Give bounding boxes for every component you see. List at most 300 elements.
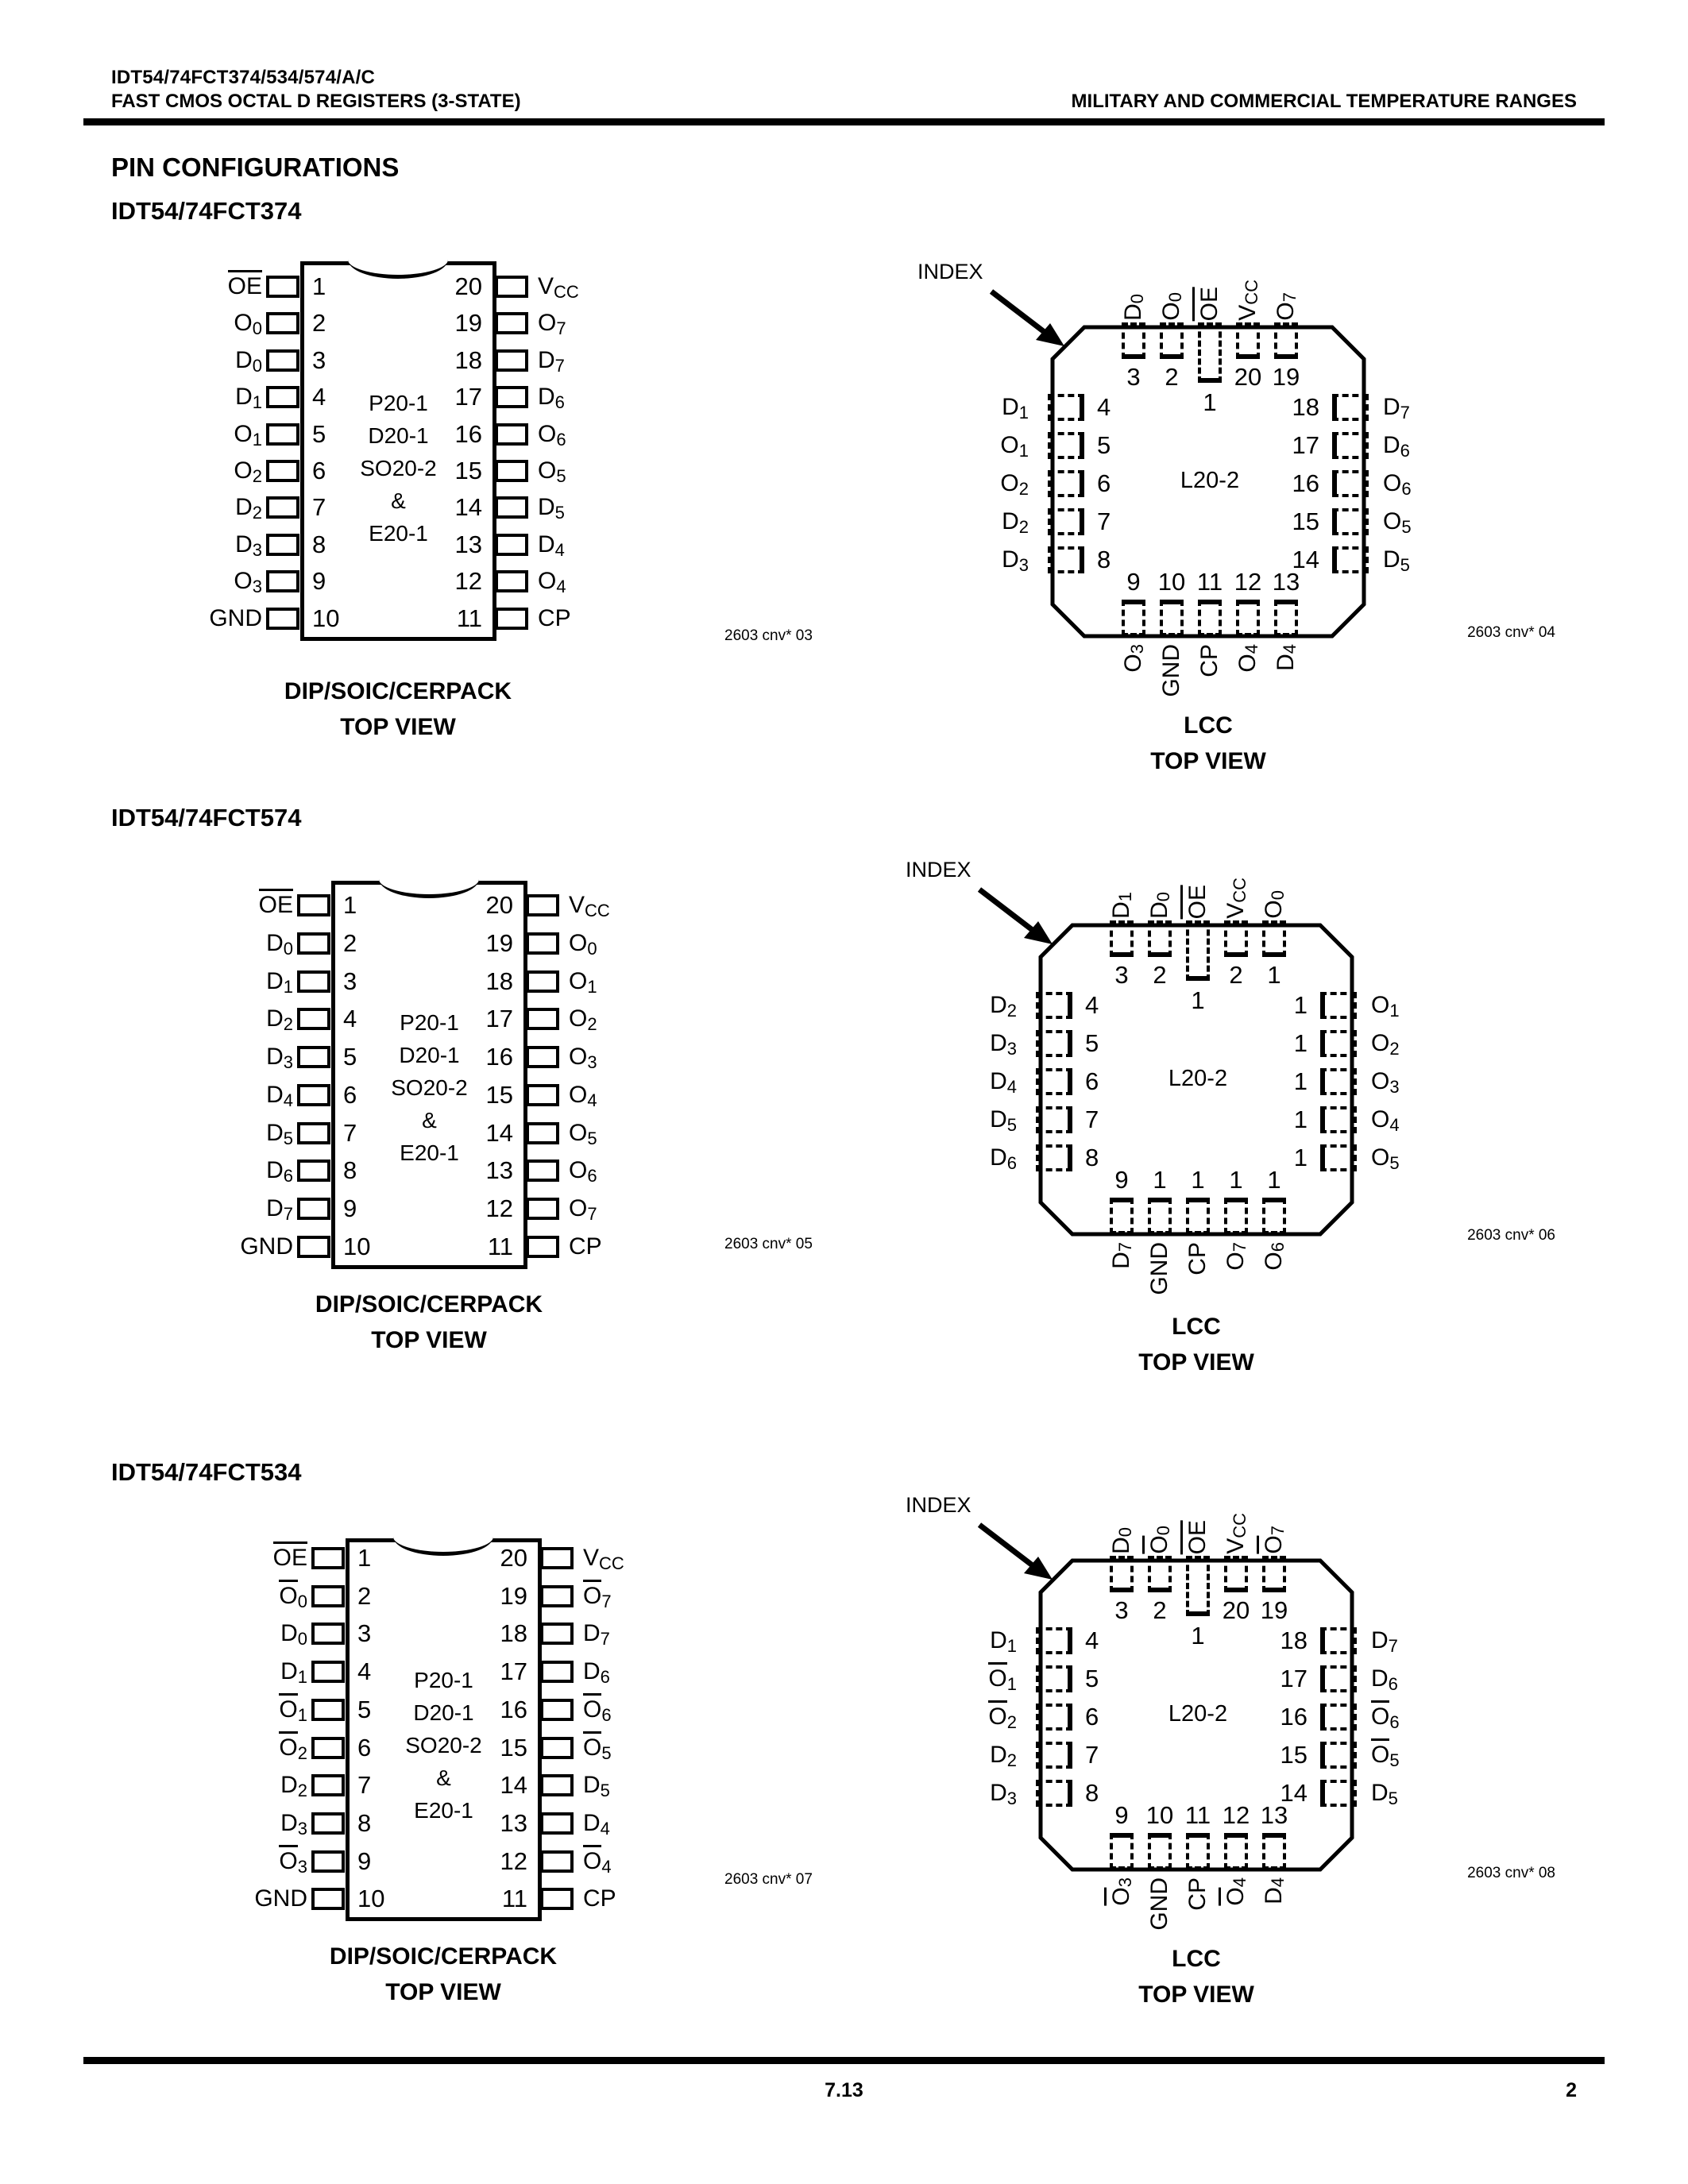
lcc-pin-right: [1320, 1030, 1357, 1057]
pin-lead: [526, 1122, 559, 1144]
pin-label-cell: [538, 567, 686, 596]
pin-number: 8: [1097, 546, 1111, 573]
lcc-pin-right: [1320, 1780, 1357, 1807]
section-heading: IDT54/74FCT574: [111, 804, 302, 832]
pin-label-cell: [1261, 890, 1288, 919]
pin-number: 3: [312, 345, 326, 374]
caption-line: TOP VIEW: [371, 1327, 487, 1353]
pin-number: 2: [1153, 961, 1167, 989]
pin-number: 9: [1126, 568, 1141, 596]
pin-label-cell: [538, 346, 686, 375]
lcc-pin-right: [1332, 546, 1369, 573]
lcc-pin-bottom: [1262, 1833, 1286, 1870]
pin-number: 6: [1085, 1703, 1099, 1731]
pin-label-cell: [160, 929, 293, 958]
pin-lead: [297, 1160, 330, 1182]
caption-line: LCC: [1172, 1314, 1221, 1340]
lcc-pin-bottom: [1236, 600, 1260, 636]
lcc-pin-top: [1224, 920, 1248, 957]
lcc-pin-right: [1320, 1627, 1357, 1654]
pin-label: $D_1$: [990, 1627, 1017, 1656]
pin-label-cell: [175, 1847, 307, 1876]
pin-lead: [540, 1774, 574, 1796]
lcc-pin-left: [1036, 1780, 1072, 1807]
pin-label-cell: [1371, 1741, 1498, 1769]
pin-label: $O_5$: [1371, 1742, 1400, 1768]
pin-label: $V_{CC}$: [1223, 878, 1250, 919]
pin-label-cell: [129, 604, 262, 633]
pin-label-cell: [1184, 1520, 1211, 1554]
pin-lead: [526, 1008, 559, 1030]
pin-label-cell: [160, 891, 293, 920]
pin-label-cell: [583, 1885, 731, 1913]
pin-label: $O_4$: [1223, 1877, 1249, 1906]
pin-label-cell: [175, 1696, 307, 1724]
pin-label: $D_0$: [235, 346, 262, 376]
pin-lead: [311, 1737, 345, 1759]
pin-label: $O_0$: [279, 1583, 307, 1609]
index-arrow-icon: [979, 1525, 1033, 1566]
pin-number: 7: [1085, 1106, 1099, 1133]
pin-label: $O_1$: [569, 967, 597, 997]
pin-label: OE: [1180, 1520, 1211, 1554]
pin-label-cell: [569, 891, 717, 920]
pin-number: 15: [1292, 507, 1319, 535]
pin-label: $O_6$: [1261, 1242, 1288, 1271]
pin-number: 19: [1260, 1596, 1288, 1624]
pin-number: 8: [1085, 1779, 1099, 1807]
lcc-pin-right: [1320, 1068, 1357, 1095]
drawing-number: 2603 cnv* 03: [724, 627, 813, 644]
pin-number: 8: [343, 1156, 357, 1185]
pin-lead: [266, 534, 299, 556]
pin-label-cell: [1184, 1877, 1211, 1911]
lcc-pin-left: [1036, 1144, 1072, 1171]
pin-lead: [540, 1888, 574, 1910]
pin-number: 6: [1097, 469, 1111, 497]
pin-label-cell: [569, 1119, 717, 1148]
pin-label: $O_3$: [1371, 1068, 1400, 1097]
pin-label-cell: [1371, 1626, 1498, 1655]
pin-label: $D_3$: [990, 1030, 1017, 1059]
lcc-pin-top: [1274, 322, 1298, 359]
pin-label-cell: [882, 1029, 1017, 1058]
pin-number: 9: [1114, 1801, 1129, 1829]
pin-number: 12: [1234, 568, 1262, 596]
caption-line: DIP/SOIC/CERPACK: [315, 1291, 543, 1318]
pin-number: 11: [487, 1232, 513, 1260]
pin-label-cell: [175, 1657, 307, 1686]
lcc-pin-top: [1122, 322, 1145, 359]
header-product: IDT54/74FCT374/534/574/A/C: [111, 67, 376, 88]
lcc-pin-bottom: [1224, 1198, 1248, 1234]
pin-label: $D_6$: [538, 384, 565, 413]
pin-label-cell: [1223, 1513, 1250, 1554]
pin-label-cell: [129, 493, 262, 522]
pin-number: 4: [312, 383, 326, 411]
pin-lead: [495, 534, 528, 556]
pin-lead: [297, 1122, 330, 1144]
pin-label: $O_5$: [1371, 1144, 1400, 1173]
pin-label-cell: [569, 967, 717, 996]
pin-number: 19: [454, 309, 482, 338]
package-code-line: D20-1: [368, 423, 429, 448]
pin-label: $D_5$: [266, 1119, 293, 1148]
pin-number: 20: [485, 891, 513, 919]
pin-number: 20: [500, 1544, 527, 1572]
pin-lead: [526, 932, 559, 955]
pin-label-cell: [160, 1119, 293, 1148]
pin-label: $D_5$: [1371, 1780, 1398, 1808]
pin-lead: [297, 894, 330, 916]
pin-label-cell: [569, 1194, 717, 1223]
pin-label: $D_7$: [1383, 394, 1410, 423]
pin-label-cell: [1120, 294, 1147, 321]
pin-number: 1: [1191, 986, 1205, 1014]
pin-number: 16: [1280, 1703, 1308, 1731]
pin-label-cell: [1146, 1526, 1173, 1554]
pin-label: $D_3$: [990, 1780, 1017, 1808]
pin-label-cell: [538, 272, 686, 301]
lcc-pin-left: [1036, 1030, 1072, 1057]
pin-number: 2: [1153, 1596, 1167, 1624]
pin-lead: [266, 276, 299, 298]
pin-label: $O_0$: [569, 929, 597, 959]
diagram-caption: [1029, 1941, 1363, 2012]
pin-number: 3: [1114, 1596, 1129, 1624]
pin-number: 2: [343, 928, 357, 957]
pin-label: $O_4$: [538, 568, 566, 597]
pin-number: 7: [312, 493, 326, 522]
pin-label: $O_6$: [569, 1157, 597, 1187]
pin-label: $D_6$: [266, 1157, 293, 1187]
package-code-line: P20-1: [369, 391, 428, 415]
pin-label: $V_{CC}$: [1223, 1513, 1250, 1554]
pin-number: 7: [343, 1118, 357, 1147]
pin-label: $D_2$: [280, 1772, 307, 1801]
pin-label-cell: [538, 493, 686, 522]
pin-label: $D_1$: [266, 967, 293, 997]
pin-number: 1: [1191, 1622, 1205, 1650]
pin-label: $O_7$: [583, 1583, 612, 1609]
pin-label: $O_6$: [583, 1696, 612, 1723]
pin-label-cell: [569, 1081, 717, 1109]
pin-number: 10: [1157, 568, 1186, 596]
drawing-number: 2603 cnv* 07: [724, 1871, 813, 1888]
pin-lead: [526, 1198, 559, 1220]
pin-number: 20: [1234, 363, 1262, 391]
pin-lead: [266, 496, 299, 519]
lcc-pin-right: [1320, 1742, 1357, 1769]
pin-label: $O_3$: [234, 568, 262, 597]
header-subtitle: FAST CMOS OCTAL D REGISTERS (3-STATE): [111, 91, 521, 112]
pin-lead: [540, 1585, 574, 1607]
pin-number: 3: [1126, 363, 1141, 391]
pin-label-cell: [1146, 892, 1173, 919]
pin-label: $O_3$: [1108, 1877, 1134, 1906]
pin-number: 13: [1272, 568, 1300, 596]
pin-label-cell: [583, 1734, 731, 1762]
lcc-pin-left: [1048, 470, 1084, 497]
pin-lead: [495, 276, 528, 298]
pin-number: 12: [500, 1846, 527, 1875]
drawing-number: 2603 cnv* 04: [1467, 624, 1555, 641]
pin-lead: [526, 1084, 559, 1106]
pin-number: 6: [312, 457, 326, 484]
lcc-pin-top: [1262, 1556, 1286, 1592]
lcc-pin-top: [1262, 920, 1286, 957]
lcc-package: [862, 848, 1418, 1341]
pin-label: OE: [259, 889, 293, 918]
lcc-pin-left: [1048, 508, 1084, 535]
pin-label: $D_5$: [583, 1772, 610, 1801]
pin-label: $D_7$: [1108, 1242, 1135, 1269]
pin-number: 15: [454, 457, 482, 484]
pin-number: 11: [1184, 1801, 1211, 1829]
pin-label-cell: [175, 1734, 307, 1762]
pin-label-cell: [1158, 292, 1185, 321]
pin-label-cell: [1108, 1527, 1135, 1554]
pin-lead: [540, 1812, 574, 1835]
pin-label-cell: [1108, 1242, 1135, 1269]
lcc-pin-top: [1110, 1556, 1134, 1592]
pin-label-cell: [882, 1067, 1017, 1096]
pin-number: 11: [1196, 568, 1223, 596]
package-code-line: SO20-2: [391, 1075, 468, 1100]
pin-label-cell: [538, 531, 686, 559]
pin-lead: [266, 423, 299, 446]
pin-number: 14: [1280, 1779, 1308, 1807]
package-code-line: &: [391, 488, 406, 513]
pin-label-cell: [894, 393, 1029, 422]
pin-lead: [495, 496, 528, 519]
pin-number: 1: [1293, 1144, 1308, 1171]
section-heading: IDT54/74FCT534: [111, 1458, 302, 1486]
pin-label-cell: [569, 1156, 717, 1185]
pin-label: $D_6$: [583, 1658, 610, 1688]
pin-number: 17: [500, 1657, 527, 1686]
pin-label-cell: [1371, 1779, 1498, 1808]
pin-label-cell: [1383, 546, 1510, 574]
pin-label-cell: [1273, 292, 1300, 321]
pin-label: $O_1$: [1000, 432, 1029, 461]
pin-label-cell: [175, 1809, 307, 1838]
pin-label: $D_1$: [1002, 394, 1029, 423]
footer-rule: [83, 2057, 1605, 2064]
lcc-package: [862, 1484, 1418, 1976]
pin-label: $O_6$: [1383, 470, 1412, 499]
caption-line: DIP/SOIC/CERPACK: [329, 1943, 558, 1970]
pin-label-cell: [1371, 991, 1498, 1020]
package-code-line: SO20-2: [360, 456, 437, 480]
diagram-caption: [237, 1939, 650, 2010]
header-temperature-ranges: MILITARY AND COMMERCIAL TEMPERATURE RANGES: [1071, 91, 1577, 112]
pin-label: GND: [240, 1233, 293, 1260]
pin-label: $D_5$: [1383, 546, 1410, 575]
pin-number: 19: [485, 928, 513, 957]
pin-number: 4: [1085, 991, 1099, 1019]
dip-package: [160, 881, 717, 1314]
pin-label: $O_6$: [538, 420, 566, 450]
pin-label: $D_4$: [990, 1068, 1017, 1097]
pin-lead: [311, 1547, 345, 1569]
pin-lead: [495, 386, 528, 408]
pin-lead: [297, 1236, 330, 1258]
package-code-line: SO20-2: [405, 1733, 482, 1758]
pin-label-cell: [1108, 892, 1135, 919]
pin-lead: [266, 349, 299, 372]
pin-lead: [266, 386, 299, 408]
page-title: PIN CONFIGURATIONS: [111, 152, 400, 182]
pin-label-cell: [160, 1156, 293, 1185]
pin-label: $D_0$: [1108, 1527, 1135, 1554]
pin-label: $D_4$: [538, 531, 565, 560]
pin-label-cell: [538, 604, 686, 633]
index-arrow-icon: [991, 291, 1045, 333]
lcc-pin-bottom: [1110, 1833, 1134, 1870]
pin-number: 18: [454, 345, 482, 374]
pin-label: $D_5$: [538, 494, 565, 523]
pin-number: 4: [357, 1657, 372, 1686]
pin-label: CP: [1184, 1877, 1211, 1911]
caption-line: TOP VIEW: [385, 1979, 501, 2005]
pin-label: $D_3$: [235, 531, 262, 560]
pin-label-cell: [538, 383, 686, 411]
pin-lead: [266, 608, 299, 630]
drawing-number: 2603 cnv* 06: [1467, 1227, 1555, 1244]
pin-label: OE: [1192, 287, 1223, 321]
pin-number: 14: [1292, 546, 1319, 573]
lcc-pin-left: [1036, 1665, 1072, 1692]
pin-label-cell: [894, 507, 1029, 536]
pin-label: $O_3$: [1120, 644, 1147, 673]
pin-label-cell: [129, 531, 262, 559]
index-arrow-icon: [979, 889, 1033, 931]
pin-number: 3: [343, 967, 357, 995]
pin-label-cell: [583, 1696, 731, 1724]
pin-label: $O_4$: [569, 1081, 597, 1110]
lcc-pin-bottom: [1224, 1833, 1248, 1870]
pin-label: $O_3$: [279, 1848, 307, 1874]
lcc-package: [874, 250, 1430, 743]
pin-number: 1: [312, 272, 326, 300]
pin-label-cell: [129, 272, 262, 301]
diagram-caption: [1029, 1309, 1363, 1380]
pin-label-cell: [1196, 644, 1223, 677]
lcc-pin-left: [1036, 1068, 1072, 1095]
lcc-pin-bottom: [1198, 600, 1222, 636]
pin-number: 3: [1114, 961, 1129, 989]
pin-label: $O_2$: [1000, 470, 1029, 499]
pin-number: 1: [1153, 1166, 1167, 1194]
pin-number: 4: [1097, 393, 1111, 421]
pin-number: 10: [343, 1232, 371, 1260]
pin-number: 1: [1293, 1067, 1308, 1095]
pin-number: 7: [357, 1771, 372, 1800]
pin-lead: [311, 1888, 345, 1910]
lcc-pin-right: [1320, 992, 1357, 1019]
pin-number: 2: [312, 309, 326, 338]
pin-number: 6: [1085, 1067, 1099, 1095]
pin-label-cell: [1223, 1242, 1250, 1271]
pin-number: 19: [500, 1581, 527, 1610]
pin-label-cell: [1383, 469, 1510, 498]
pin-lead: [540, 1661, 574, 1683]
pin-label-cell: [1371, 1703, 1498, 1731]
drawing-number: 2603 cnv* 08: [1467, 1865, 1555, 1881]
pin-label-cell: [538, 457, 686, 485]
pin-label: GND: [1158, 644, 1184, 697]
pin-number: 7: [1085, 1741, 1099, 1769]
header-rule: [83, 118, 1605, 125]
pin-label: GND: [1146, 1242, 1172, 1295]
pin-label-cell: [160, 1194, 293, 1223]
pin-number: 3: [357, 1619, 372, 1648]
pin-label: $D_2$: [235, 494, 262, 523]
pin-number: 10: [1145, 1801, 1174, 1829]
pin-label: $O_2$: [988, 1704, 1017, 1730]
pin-label-cell: [882, 1779, 1017, 1808]
pin-label-cell: [1158, 644, 1185, 697]
pin-label-cell: [1273, 644, 1300, 671]
pin-lead: [311, 1623, 345, 1645]
pin-number: 12: [454, 567, 482, 596]
pin-label: $D_3$: [280, 1809, 307, 1839]
pin-label: CP: [583, 1885, 616, 1912]
pin-label: $D_6$: [1371, 1665, 1398, 1694]
pin-lead: [266, 570, 299, 592]
lcc-pin-left: [1048, 546, 1084, 573]
pin-label: CP: [1184, 1242, 1211, 1275]
package-code: L20-2: [1168, 1701, 1228, 1727]
pin-label-cell: [1371, 1029, 1498, 1058]
pin-label-cell: [129, 346, 262, 375]
pin-label-cell: [1184, 1242, 1211, 1275]
pin-label-cell: [882, 1665, 1017, 1693]
lcc-pin-right: [1332, 432, 1369, 459]
pin-label: $D_2$: [1002, 508, 1029, 537]
pin-label: $O_7$: [569, 1195, 597, 1224]
pin-label-cell: [882, 1144, 1017, 1172]
footer-section-page: 7.13: [825, 2079, 863, 2101]
pin-label-cell: [569, 1233, 717, 1261]
package-code: L20-2: [1180, 468, 1240, 493]
pin-label-cell: [129, 567, 262, 596]
footer-page-number: 2: [1566, 2079, 1577, 2101]
pin-number: 8: [1085, 1144, 1099, 1171]
pin-lead: [526, 970, 559, 993]
pin-lead: [526, 894, 559, 916]
caption-line: TOP VIEW: [1138, 1349, 1254, 1376]
pin-number: 9: [357, 1846, 372, 1875]
pin-lead: [540, 1699, 574, 1721]
pin-label-cell: [882, 1741, 1017, 1769]
lcc-pin-bottom: [1160, 600, 1184, 636]
pin-label: $V_{CC}$: [538, 273, 579, 302]
pin-label-cell: [175, 1771, 307, 1800]
pin-label: $D_7$: [538, 346, 565, 376]
section-heading: IDT54/74FCT374: [111, 197, 302, 225]
pin-number: 14: [500, 1771, 527, 1800]
pin-label: $D_4$: [1261, 1877, 1288, 1904]
pin-label-cell: [129, 309, 262, 338]
pin-number: 11: [501, 1885, 527, 1913]
pin-label: CP: [538, 604, 571, 631]
pin-number: 14: [454, 493, 482, 522]
pin-number: 20: [454, 272, 482, 300]
pin-number: 1: [1203, 388, 1217, 416]
pin-number: 9: [1114, 1166, 1129, 1194]
